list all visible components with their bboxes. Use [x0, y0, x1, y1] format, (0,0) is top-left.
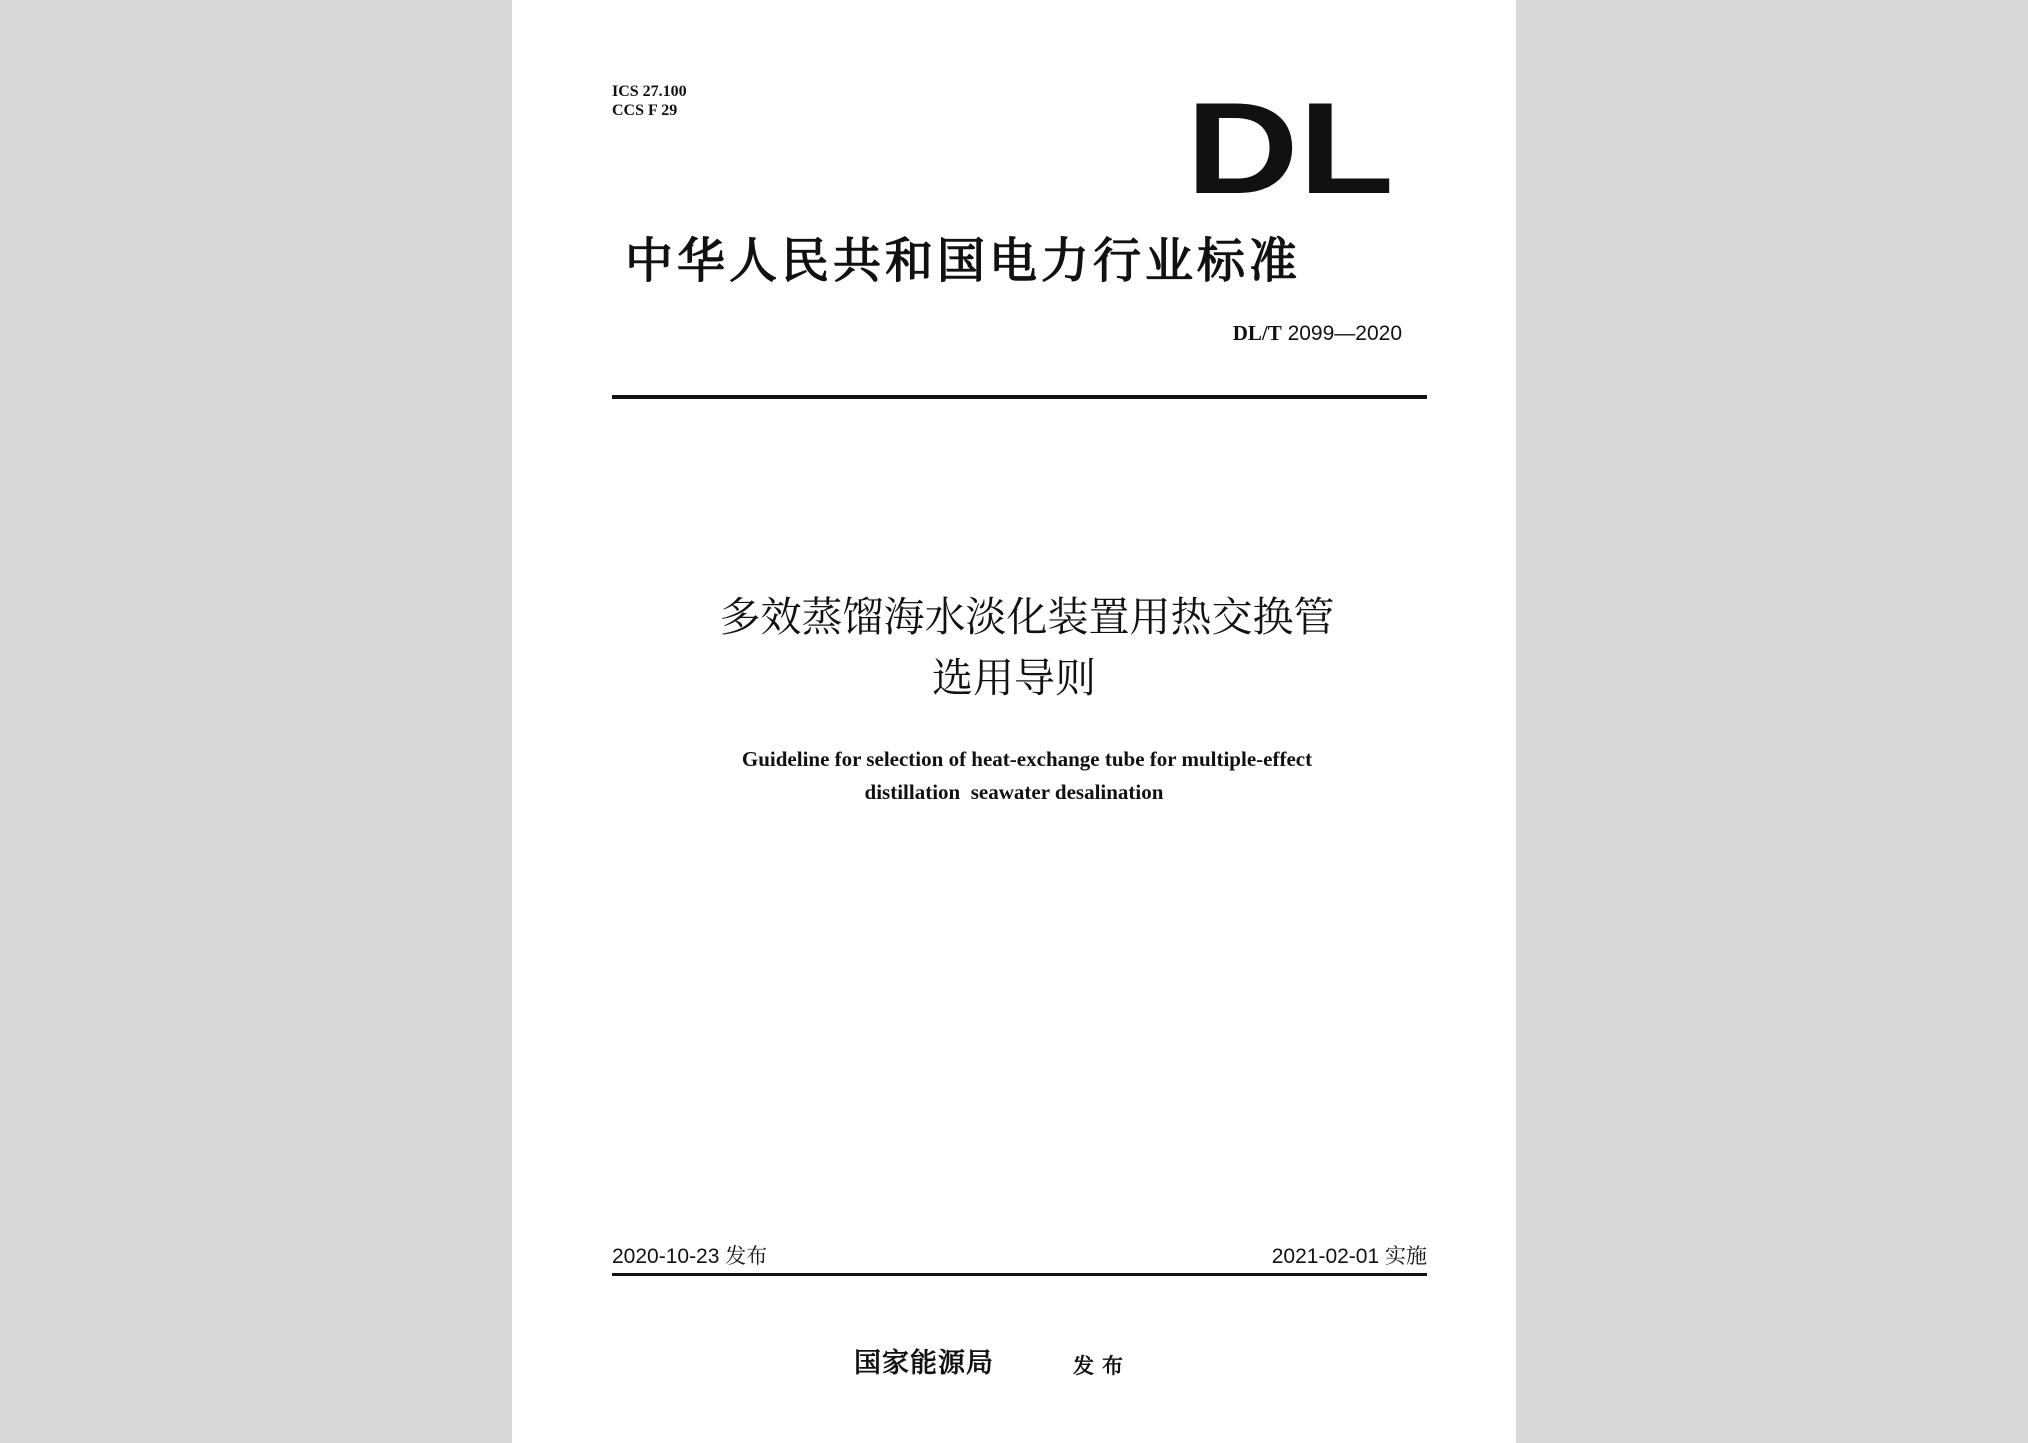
standard-code-number: 2099—2020: [1287, 322, 1402, 345]
dl-logo-text: DL: [1186, 90, 1394, 195]
dl-logo: [1186, 90, 1396, 195]
standard-cover-page: [512, 0, 1516, 1443]
issued-label: 发布: [1073, 1353, 1131, 1378]
english-title-line-1: Guideline for selection of heat-exchange tube for multiple-effect: [741, 747, 1313, 771]
issuing-authority: 国家能源局: [854, 1348, 994, 1379]
ccs-code: CCS F 29: [612, 102, 678, 119]
standard-code-prefix: DL/T: [1232, 321, 1282, 345]
chinese-title-line-2: 选用导则: [932, 654, 1096, 702]
chinese-title-line-1: 多效蒸馏海水淡化装置用热交换管: [719, 593, 1335, 641]
ics-code: ICS 27.100: [612, 83, 687, 100]
english-title-line-2: distillation seawater desalination: [864, 780, 1164, 804]
bottom-divider: [612, 1273, 1427, 1276]
national-standard-title: 中华人民共和国电力行业标准: [625, 233, 1302, 289]
issue-date: 2020-10-23 发布: [612, 1245, 768, 1268]
standard-code: [1233, 320, 1402, 347]
top-divider: [612, 395, 1427, 399]
implementation-date: 2021-02-01 实施: [1271, 1245, 1427, 1268]
